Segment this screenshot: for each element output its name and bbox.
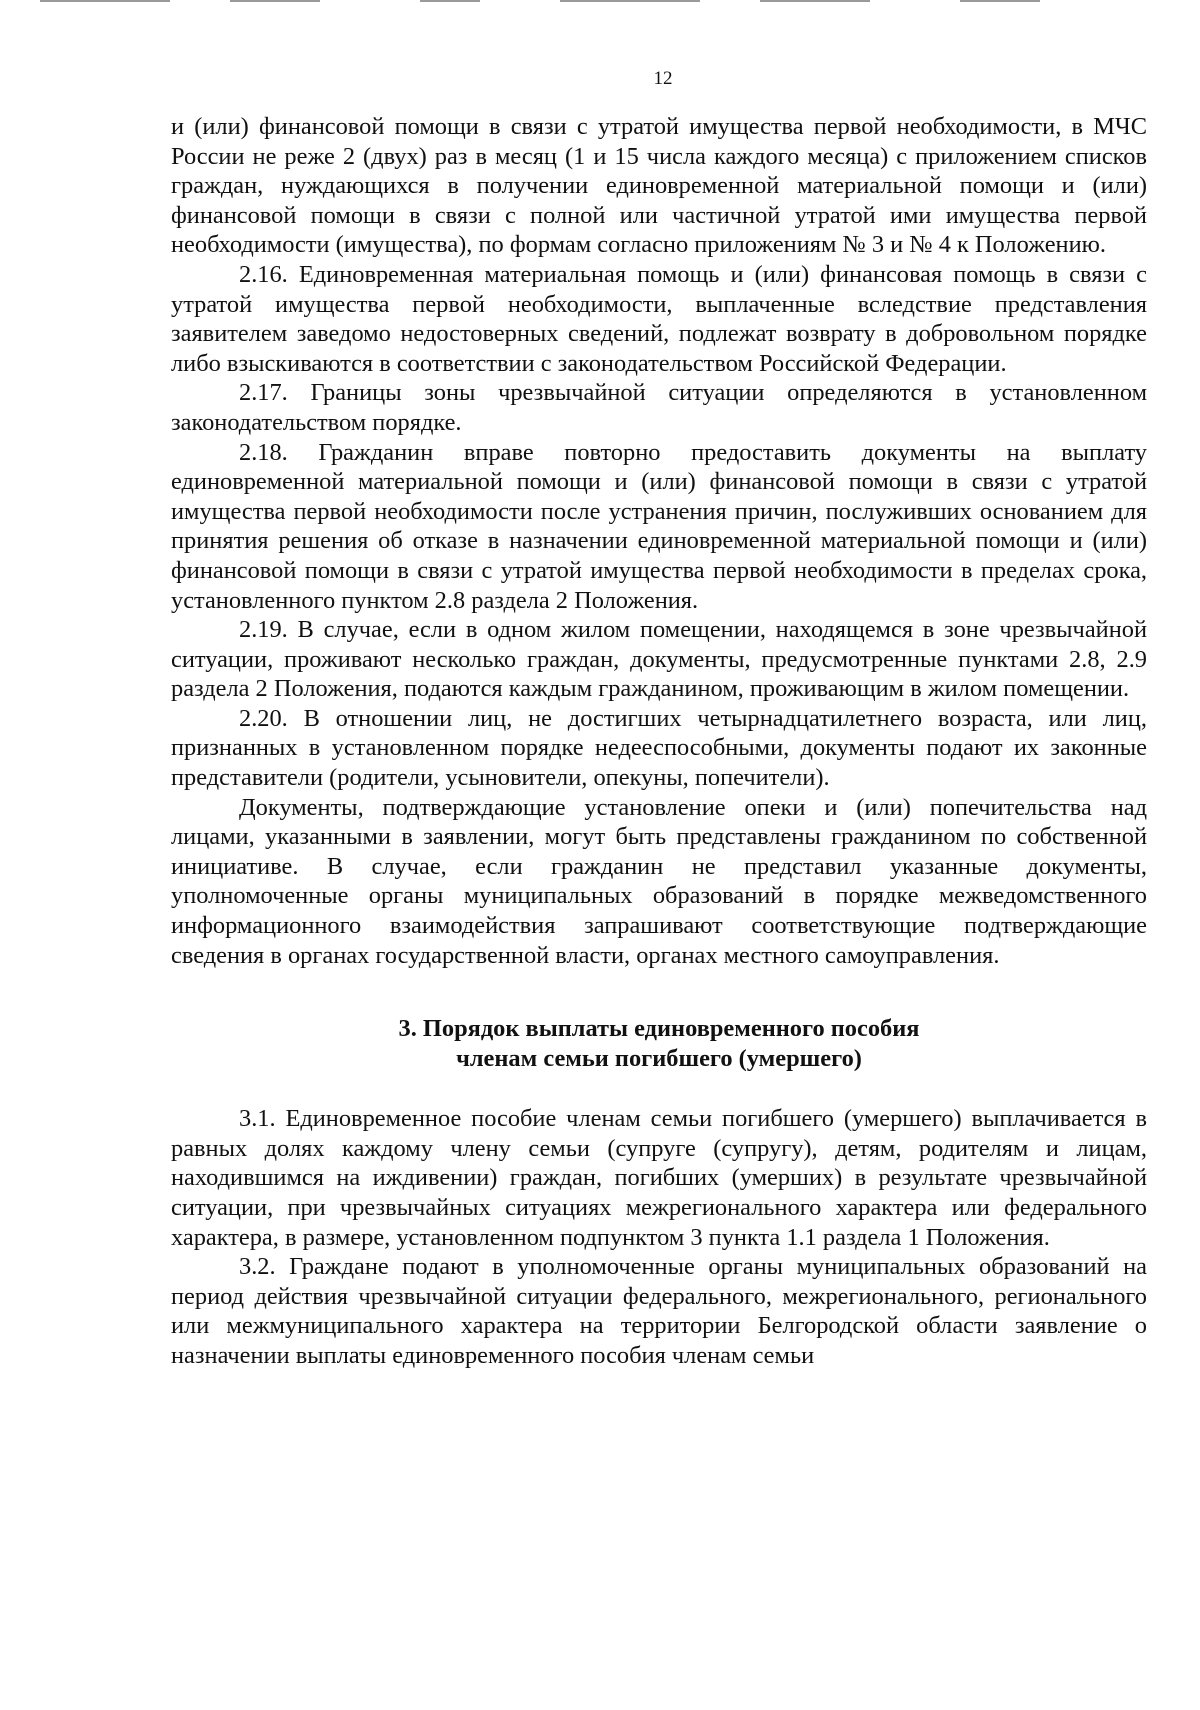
paragraph-2-16: 2.16. Единовременная материальная помощь и (или) финансовая помощь в связи с утратой имущества первой необходимости, выплаченные вследствие представления заявителем заведомо недостоверных сведений, подлежат возврату в добровольном порядке либо взыскиваются в соответствии с законодательством Российской Федерации.: [171, 260, 1147, 377]
paragraph-2-17: 2.17. Границы зоны чрезвычайной ситуации определяются в установленном законодательством порядке.: [171, 379, 1147, 436]
paragraph-3-2: 3.2. Граждане подают в уполномоченные органы муниципальных образований на период действия чрезвычайной ситуации федерального, межрегионального, регионального или межмуниципального характера на территории Белгородской области заявление о назначении выплаты единовременного пособия членам семьи: [171, 1253, 1147, 1369]
paragraph-2-20-documents: Документы, подтверждающие установление опеки и (или) попечительства над лицами, указанными в заявлении, могут быть представлены гражданином по собственной инициативе. В случае, если гражданин не представил указанные документы, уполномоченные органы муниципальных образований в порядке межведомственного информационного взаимодействия запрашивают соответствующие подтверждающие сведения в органах государственной власти, органах местного самоуправления.: [171, 793, 1147, 969]
section-heading-line-2: членам семьи погибшего (умершего): [456, 1045, 862, 1073]
scan-edge-artifact: [0, 0, 1200, 4]
section-3-heading: [171, 1014, 1147, 1074]
paragraph-3-1: 3.1. Единовременное пособие членам семьи погибшего (умершего) выплачивается в равных долях каждому члену семьи (супруге (супругу), детям, родителям и лицам, находившимся на иждивении) граждан, погибших (умерших) в результате чрезвычайной ситуации, при чрезвычайных ситуациях межрегионального характера или федерального характера, в размере, установленном подпунктом 3 пункта 1.1 раздела 1 Положения.: [171, 1105, 1147, 1251]
paragraph-2-19: 2.19. В случае, если в одном жилом помещении, находящемся в зоне чрезвычайной ситуации, проживают несколько граждан, документы, предусмотренные пунктами 2.8, 2.9 раздела 2 Положения, подаются каждым гражданином, проживающим в жилом помещении.: [171, 616, 1147, 703]
page-number: 12: [653, 68, 673, 89]
paragraph-2-18: 2.18. Гражданин вправе повторно предоставить документы на выплату единовременной материальной помощи и (или) финансовой помощи в связи с утратой имущества первой необходимости после устранения причин, послуживших основанием для принятия решения об отказе в назначении единовременной материальной помощи и (или) финансовой помощи в связи с утратой имущества первой необходимости в пределах срока, установленного пунктом 2.8 раздела 2 Положения.: [171, 438, 1147, 614]
paragraph-continuation: и (или) финансовой помощи в связи с утратой имущества первой необходимости, в МЧС России не реже 2 (двух) раз в месяц (1 и 15 числа каждого месяца) с приложением списков граждан, нуждающихся в получении единовременной материальной помощи и (или) финансовой помощи в связи с полной или частичной утратой ими имущества первой необходимости (имущества), по формам согласно приложениям № 3 и № 4 к Положению.: [171, 113, 1147, 259]
paragraph-2-20: 2.20. В отношении лиц, не достигших четырнадцатилетнего возраста, или лиц, признанных в установленном порядке недееспособными, документы подают их законные представители (родители, усыновители, опекуны, попечители).: [171, 704, 1147, 792]
document-body: [171, 112, 1147, 1371]
section-heading-line-1: 3. Порядок выплаты единовременного пособия: [398, 1015, 920, 1043]
